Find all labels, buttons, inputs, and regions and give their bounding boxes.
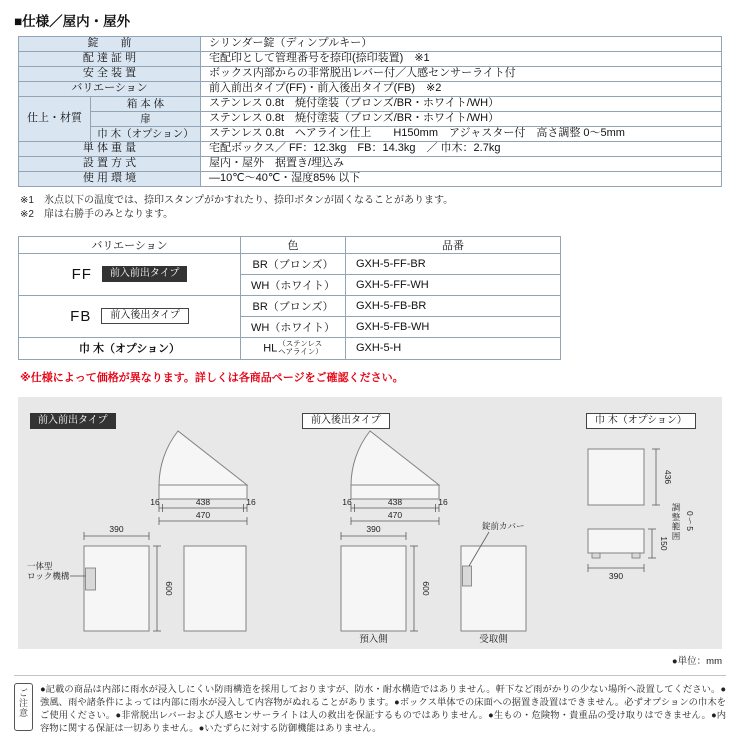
spec-row-environment bbox=[19, 172, 722, 187]
color-baseboard bbox=[241, 337, 346, 359]
spec-sublabel-baseboard: 巾 木（オプション） bbox=[91, 127, 201, 142]
spec-row-variation bbox=[19, 82, 722, 97]
color-baseboard-note-line2: ヘアライン） bbox=[278, 347, 323, 357]
variation-code-fb: FB bbox=[70, 307, 92, 325]
habaki-dim-150-line bbox=[648, 529, 656, 558]
habaki-adjuster-foot-left bbox=[592, 553, 600, 558]
spec-row-material-baseboard bbox=[19, 127, 722, 142]
spec-label-delivery-proof: 配 達 証 明 bbox=[19, 52, 201, 67]
spec-row-material-door bbox=[19, 112, 722, 127]
spec-label-material: 仕上・材質 bbox=[19, 97, 91, 142]
ff-dim-390: 390 bbox=[109, 523, 124, 534]
spec-value-weight: 宅配ボックス／ FF：12.3kg FB：14.3kg ／ 巾木：2.7kg bbox=[201, 142, 722, 157]
ff-dim-470: 470 bbox=[195, 509, 211, 520]
spec-value-installation: 屋内・屋外 据置き/埋込み bbox=[201, 157, 722, 172]
spec-value-safety: ボックス内部からの非常脱出レバー付／人感センサーライト付 bbox=[201, 67, 722, 82]
spec-value-door: ステンレス 0.8t 焼付塗装（ブロンズ/BR・ホワイト/WH） bbox=[201, 112, 722, 127]
variation-header-color: 色 bbox=[241, 236, 346, 253]
spec-row-lock bbox=[19, 37, 722, 52]
color-baseboard-code: HL bbox=[263, 342, 278, 355]
badge-front-in-front-out: 前入前出タイプ bbox=[102, 266, 188, 282]
drawing-panel bbox=[18, 397, 722, 649]
unit-note: ●単位：mm bbox=[671, 655, 722, 667]
partno-baseboard: GXH-5-H bbox=[346, 337, 561, 359]
fb-receive-side-box bbox=[461, 546, 526, 631]
ff-door-swing-fan bbox=[159, 431, 247, 485]
spec-row-installation bbox=[19, 157, 722, 172]
variation-header-variation: バリエーション bbox=[19, 236, 241, 253]
color-baseboard-note-line1: （ステンレス bbox=[278, 338, 323, 348]
ff-dim-16-right: 16 bbox=[246, 496, 256, 507]
habaki-dim-436: 436 bbox=[663, 469, 673, 484]
caution-section bbox=[14, 675, 726, 735]
drawing-front-in-back-out bbox=[296, 429, 571, 644]
fb-lock-cover-label: 錠前カバー bbox=[482, 520, 525, 531]
habaki-plinth-box bbox=[588, 529, 644, 553]
ff-lock-label-line1: 一体型 bbox=[27, 560, 53, 571]
habaki-dim-390: 390 bbox=[608, 570, 624, 581]
habaki-dim-436-line bbox=[652, 449, 660, 505]
spec-sublabel-door: 扉 bbox=[91, 112, 201, 127]
partno-ff-br: GXH-5-FF-BR bbox=[346, 253, 561, 274]
variation-cell-baseboard bbox=[19, 337, 241, 359]
spec-row-delivery-proof bbox=[19, 52, 722, 67]
spec-label-installation: 設 置 方 式 bbox=[19, 157, 201, 172]
fb-receive-side-label: 受取側 bbox=[479, 633, 508, 644]
variation-header-row bbox=[19, 236, 561, 253]
spec-value-lock: シリンダー錠（ディンプルキー） bbox=[201, 37, 722, 52]
fb-dim-16-left: 16 bbox=[342, 496, 352, 507]
variation-label-baseboard: 巾 木（オプション） bbox=[78, 343, 181, 356]
variation-cell-fb bbox=[19, 295, 241, 337]
fb-deposit-side-label: 預入側 bbox=[359, 633, 388, 644]
footnotes bbox=[20, 194, 720, 222]
variation-code-ff: FF bbox=[71, 265, 92, 283]
variation-header-partno: 品番 bbox=[346, 236, 561, 253]
variation-row-ff-br bbox=[19, 253, 561, 274]
fb-dim-600: 600 bbox=[421, 581, 431, 596]
fb-lock-cover bbox=[463, 566, 472, 586]
partno-fb-br: GXH-5-FB-BR bbox=[346, 295, 561, 316]
drawing-front-in-front-out bbox=[24, 429, 289, 644]
spec-value-environment: ―10℃～40℃・湿度85% 以下 bbox=[201, 172, 722, 187]
fb-dim-438: 438 bbox=[387, 496, 403, 507]
panel-badge-front-in-back-out: 前入後出タイプ bbox=[302, 413, 390, 429]
ff-front-height-dim bbox=[153, 546, 161, 631]
fb-door-swing-fan bbox=[351, 431, 439, 485]
footnote-1: ※1 氷点以下の温度では、捺印スタンプがかすれたり、捺印ボタンが固くなることがあります。 bbox=[20, 195, 454, 206]
spec-row-weight bbox=[19, 142, 722, 157]
variation-row-fb-br bbox=[19, 295, 561, 316]
ff-lock-label-line2: ロック機構 bbox=[27, 570, 70, 581]
color-ff-br: BR（ブロンズ） bbox=[241, 253, 346, 274]
spec-label-environment: 使 用 環 境 bbox=[19, 172, 201, 187]
fb-dim-470: 470 bbox=[387, 509, 403, 520]
spec-label-safety: 安 全 装 置 bbox=[19, 67, 201, 82]
badge-front-in-back-out: 前入後出タイプ bbox=[101, 308, 189, 324]
ff-lock-mechanism bbox=[86, 568, 96, 590]
color-baseboard-note bbox=[278, 340, 323, 357]
spec-row-material-body bbox=[19, 97, 722, 112]
spec-value-baseboard: ステンレス 0.8t ヘアライン仕上 H150mm アジャスター付 高さ調整 0～5mm bbox=[201, 127, 722, 142]
ff-side-view-box bbox=[184, 546, 246, 631]
color-fb-br: BR（ブロンズ） bbox=[241, 295, 346, 316]
fb-dim-390: 390 bbox=[366, 523, 381, 534]
habaki-adjuster-foot-right bbox=[632, 553, 640, 558]
spec-label-variation: バリエーション bbox=[19, 82, 201, 97]
fb-dim-16-right: 16 bbox=[438, 496, 448, 507]
habaki-side-view-box bbox=[588, 449, 644, 505]
spec-value-variation: 前入前出タイプ(FF)・前入後出タイプ(FB) ※2 bbox=[201, 82, 722, 97]
ff-dim-438: 438 bbox=[195, 496, 211, 507]
panel-badge-front-in-front-out: 前入前出タイプ bbox=[30, 413, 116, 429]
color-ff-wh: WH（ホワイト） bbox=[241, 274, 346, 295]
color-fb-wh: WH（ホワイト） bbox=[241, 316, 346, 337]
adjust-range-label: 調整範囲 bbox=[671, 502, 681, 541]
price-note: ※仕様によって価格が異なります。詳しくは各商品ページをご確認ください。 bbox=[20, 371, 404, 384]
footnote-2: ※2 扉は右勝手のみとなります。 bbox=[20, 208, 174, 220]
spec-label-lock: 錠 前 bbox=[19, 37, 201, 52]
caution-icon: ご注意 bbox=[14, 683, 33, 731]
drawing-baseboard bbox=[574, 429, 722, 644]
spec-value-body: ステンレス 0.8t 焼付塗装（ブロンズ/BR・ホワイト/WH） bbox=[201, 97, 722, 112]
spec-value-delivery-proof: 宅配印として管理番号を捺印(捺印装置) ※1 bbox=[201, 52, 722, 67]
spec-table bbox=[18, 36, 722, 187]
fb-deposit-side-box bbox=[341, 546, 406, 631]
page-title: ■仕様／屋内・屋外 bbox=[14, 14, 131, 29]
ff-dim-600: 600 bbox=[164, 581, 174, 596]
adjust-range-value: 0～5 bbox=[685, 510, 695, 532]
variation-row-baseboard bbox=[19, 337, 561, 359]
variation-cell-ff bbox=[19, 253, 241, 295]
fb-front-height-dim bbox=[410, 546, 418, 631]
ff-dim-16-left: 16 bbox=[150, 496, 160, 507]
partno-ff-wh: GXH-5-FF-WH bbox=[346, 274, 561, 295]
spec-sublabel-body: 箱 本 体 bbox=[91, 97, 201, 112]
partno-fb-wh: GXH-5-FB-WH bbox=[346, 316, 561, 337]
variation-table bbox=[18, 236, 561, 360]
spec-row-safety bbox=[19, 67, 722, 82]
panel-badge-baseboard: 巾 木（オプション） bbox=[586, 413, 696, 429]
habaki-dim-150: 150 bbox=[659, 536, 669, 551]
spec-label-weight: 単 体 重 量 bbox=[19, 142, 201, 157]
caution-text: ●記載の商品は内部に雨水が浸入しにくい防雨構造を採用しておりますが、防水・耐水構造ではありません。軒下など雨がかりの少ない場所へ設置してください。●強風、雨や諸条件によっては内部に雨水が浸入して内容物がぬれることがあります。●ボックス単体での床面への据置き設置はできません。必ずオプションの巾木をご使用ください。●非常脱出レバーおよび人感センサーライトは人の救出を保証するものではありません。●生もの・危険物・貴重品の受け取りはできません。●内容物に関する保証は一切ありません。●いたずらに対する防御機能はありません。 bbox=[40, 683, 726, 733]
